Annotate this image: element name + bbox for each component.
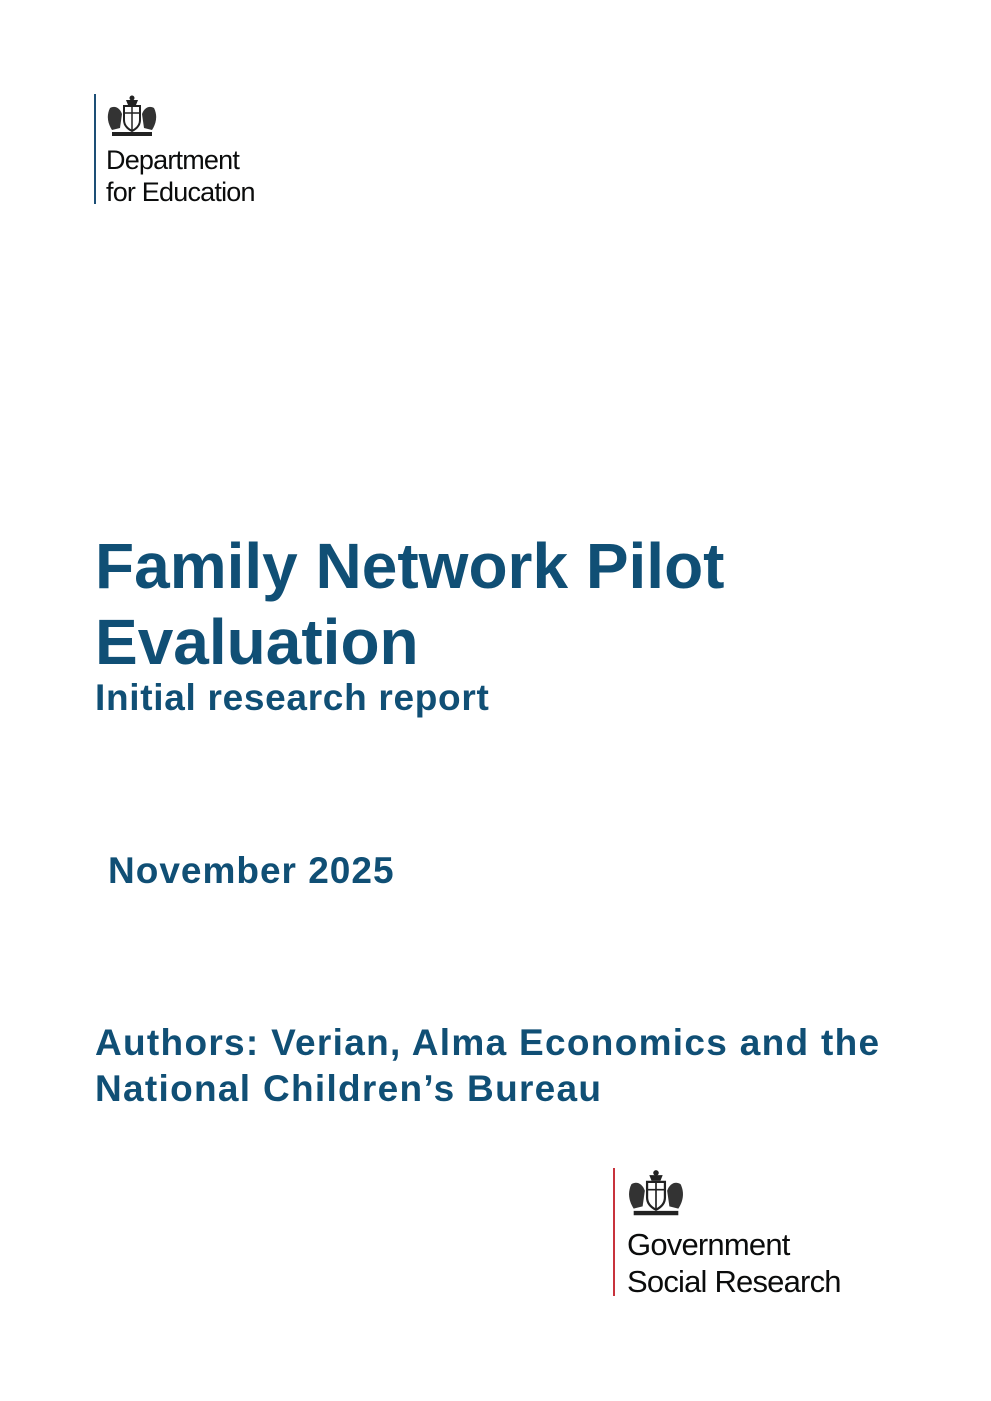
gsr-logo-line: Government xyxy=(627,1227,790,1262)
gsr-logo-line: Social Research xyxy=(627,1264,841,1299)
publication-date: November 2025 xyxy=(108,850,395,891)
report-title: Family Network Pilot Evaluation xyxy=(95,530,725,678)
dfe-logo-line: Department xyxy=(106,145,240,175)
authors: Authors: Verian, Alma Economics and the National Children’s Bureau xyxy=(95,1022,881,1109)
dfe-logo-line: for Education xyxy=(106,177,255,207)
report-subtitle: Initial research report xyxy=(95,677,490,718)
government-social-research-logo xyxy=(613,1168,841,1299)
royal-coat-of-arms-icon xyxy=(106,94,158,138)
royal-coat-of-arms-icon xyxy=(627,1168,685,1218)
department-for-education-logo xyxy=(94,94,255,207)
